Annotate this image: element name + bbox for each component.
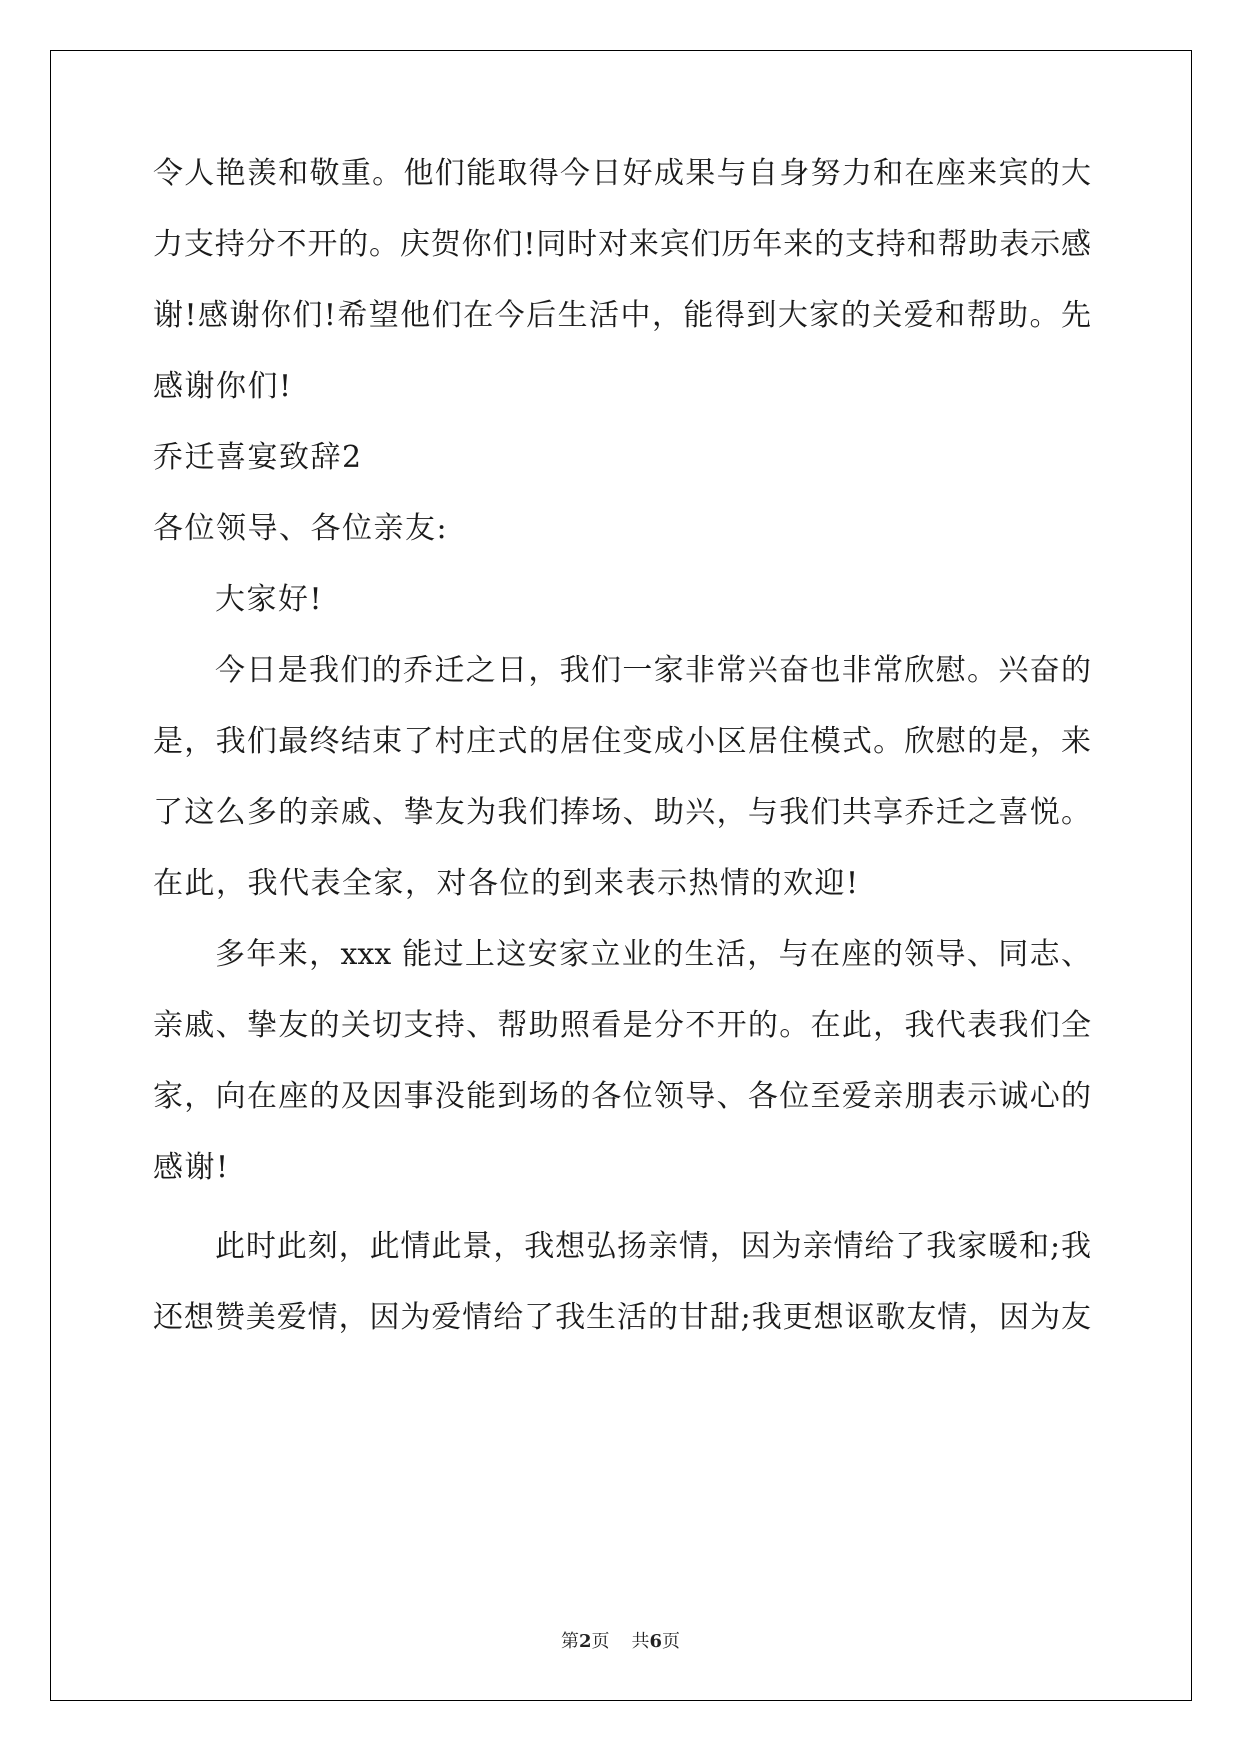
body-line-14: 家，向在座的及因事没能到场的各位领导、各位至爱亲朋表示诚心的	[153, 1079, 1091, 1114]
footer-total-unit: 页	[662, 1631, 681, 1652]
footer-prefix: 第	[560, 1631, 579, 1652]
section-heading: 乔迁喜宴致辞2	[153, 440, 363, 475]
body-line-2: 力支持分不开的。庆贺你们!同时对来宾们历年来的支持和帮助表示感	[153, 227, 1091, 262]
footer-total-prefix: 共	[631, 1631, 650, 1652]
body-line-3: 谢!感谢你们!希望他们在今后生活中，能得到大家的关爱和帮助。先	[153, 298, 1091, 333]
greeting: 大家好!	[215, 582, 324, 617]
body-line-11: 在此，我代表全家，对各位的到来表示热情的欢迎!	[153, 866, 860, 901]
page-footer	[0, 1630, 1241, 1654]
body-line-10: 了这么多的亲戚、挚友为我们捧场、助兴，与我们共享乔迁之喜悦。	[153, 795, 1091, 830]
body-line-12: 多年来，xxx 能过上这安家立业的生活，与在座的领导、同志、	[215, 937, 1091, 972]
body-line-1: 令人艳羡和敬重。他们能取得今日好成果与自身努力和在座来宾的大	[153, 156, 1091, 191]
body-line-15: 感谢!	[153, 1150, 230, 1185]
body-line-4: 感谢你们!	[153, 369, 293, 404]
salutation: 各位领导、各位亲友:	[153, 511, 449, 546]
body-line-9: 是，我们最终结束了村庄式的居住变成小区居住模式。欣慰的是，来	[153, 724, 1091, 759]
body-line-16: 此时此刻，此情此景，我想弘扬亲情，因为亲情给了我家暖和;我	[215, 1229, 1091, 1264]
footer-page-unit: 页	[591, 1631, 610, 1652]
total-page-count: 6	[649, 1631, 663, 1652]
current-page-number: 2	[578, 1631, 592, 1652]
body-line-17: 还想赞美爱情，因为爱情给了我生活的甘甜;我更想讴歌友情，因为友	[153, 1300, 1091, 1335]
body-line-13: 亲戚、挚友的关切支持、帮助照看是分不开的。在此，我代表我们全	[153, 1008, 1091, 1043]
body-line-8: 今日是我们的乔迁之日，我们一家非常兴奋也非常欣慰。兴奋的	[215, 653, 1091, 688]
